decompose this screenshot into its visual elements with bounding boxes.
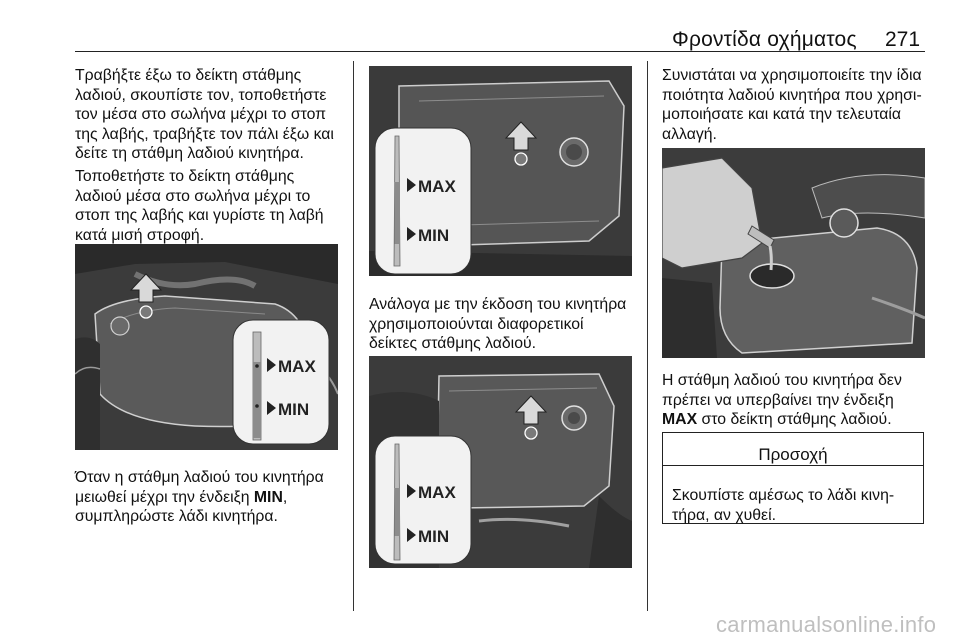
dipstick-variants-note: Ανάλογα με την έκδοση του κινητήρα χρησιμοποιούνται διαφορετικοί δείκτες στάθμης λαδιού.: [369, 296, 627, 353]
max-label: MAX: [278, 357, 316, 376]
engine-illustration-1: [75, 244, 338, 450]
instruction-pull-dipstick: Τραβήξτε έξω το δείκτη στάθμης λαδιού, σκουπίστε τον, τοποθετήστε τον μέσα στο σωλήνα μέχρι το στοπ της λαβής, τραβήξτε τον πάλι έξω και δείτε τη στάθμη λαδιού κινητήρα.: [75, 67, 334, 163]
column-divider-1: [353, 61, 354, 611]
instruction-insert-dipstick: Τοποθετήστε το δείκτη στάθμης λαδιού μέσα στο σωλήνα μέχρι το στοπ της λαβής και γυρίστε τη λαβή κατά μισή στροφή.: [75, 168, 324, 244]
oil-quality-recommendation: Συνιστάται να χρησιμοποιείτε την ίδια ποιότητα λαδιού κινητήρα που χρησι‐ μοποιήσατε και κατά την τελευταία αλλαγή.: [662, 67, 922, 143]
caution-heading: Προσοχή: [663, 433, 923, 466]
engine-illustration-2: [369, 66, 632, 276]
engine-dipstick-illustration-3: [369, 356, 632, 568]
instruction-refill-oil: Όταν η στάθμη λαδιού του κινητήρα μειωθεί μέχρι την ένδειξη MIN, συμπληρώστε λάδι κινητήρα.: [75, 469, 324, 526]
min-keyword: MIN: [253, 488, 283, 506]
max-label: MAX: [418, 177, 456, 196]
engine-dipstick-illustration-2: [369, 66, 632, 276]
max-label: MAX: [418, 483, 456, 502]
section-title: Φροντίδα οχήματος: [672, 28, 857, 51]
max-keyword: MAX: [662, 411, 698, 429]
min-label: MIN: [418, 527, 450, 546]
min-label: MIN: [418, 226, 450, 245]
oil-filling-illustration: [662, 148, 925, 358]
max-level-warning-text: Η στάθμη λαδιού του κινητήρα δεν πρέπει να υπερβαίνει την ένδειξη MAX στο δείκτη στάθμης λαδιού.: [662, 372, 902, 429]
engine-illustration-3: [369, 356, 632, 568]
page-number: 271: [885, 28, 921, 51]
caution-box: [662, 432, 924, 524]
min-label: MIN: [278, 400, 310, 419]
oil-pouring-illustration: [662, 148, 925, 358]
column-divider-2: [647, 61, 648, 611]
caution-text: Σκουπίστε αμέσως το λάδι κινη‐ τήρα, αν χυθεί.: [672, 487, 895, 524]
header-rule: [75, 51, 925, 52]
watermark: carmanualsonline.info: [716, 612, 937, 637]
engine-dipstick-illustration-1: [75, 244, 338, 450]
